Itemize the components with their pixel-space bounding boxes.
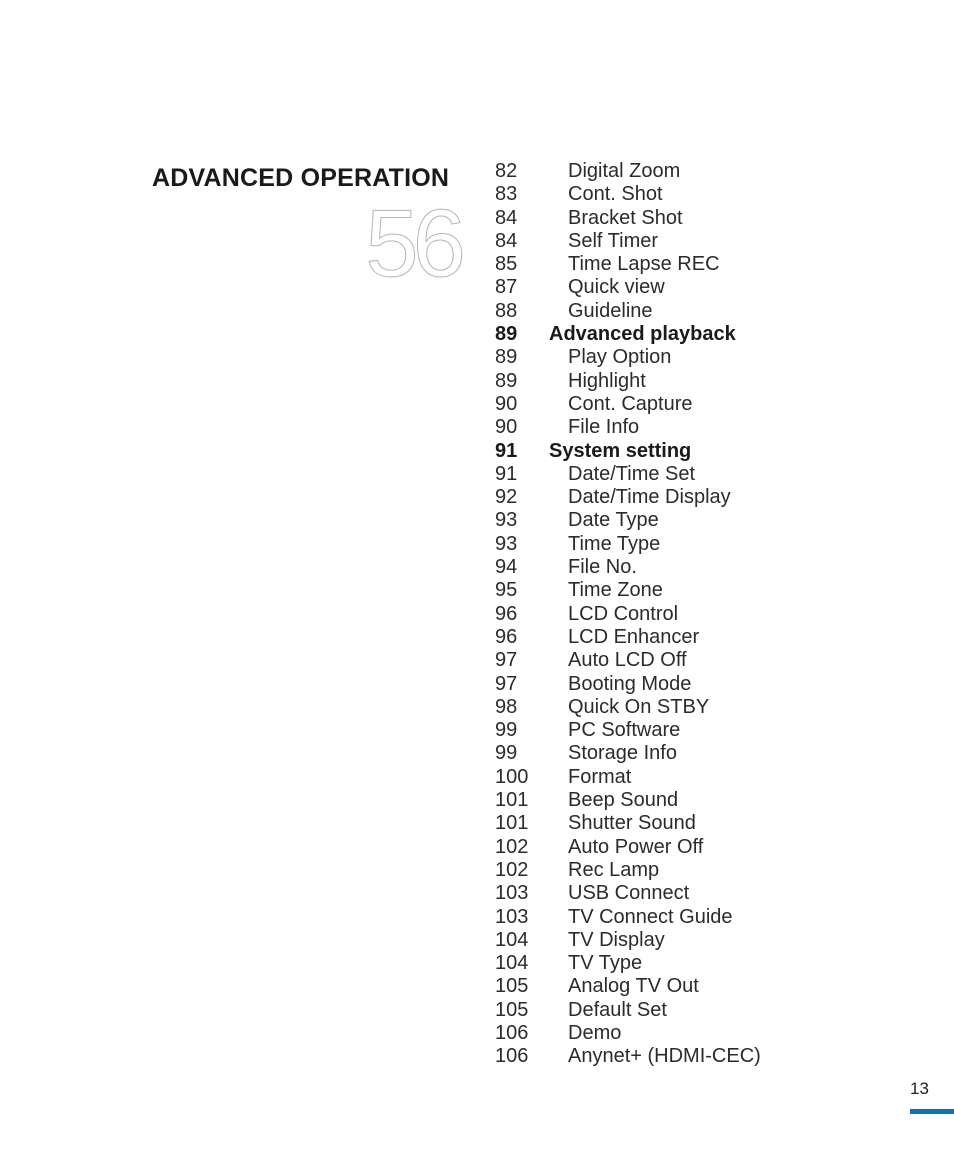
toc-entry-label: USB Connect xyxy=(568,882,690,905)
toc-section-heading: System setting xyxy=(549,439,692,462)
toc-row[interactable] xyxy=(495,742,915,765)
toc-entry-label: Digital Zoom xyxy=(568,160,681,182)
toc-row[interactable] xyxy=(495,649,915,672)
toc-page-number: 105 xyxy=(495,975,529,998)
toc-row[interactable] xyxy=(495,486,915,509)
toc-entry-label: Auto LCD Off xyxy=(568,649,687,672)
toc-row[interactable] xyxy=(495,929,915,952)
toc-page-number: 99 xyxy=(495,742,518,765)
toc-entry-label: LCD Enhancer xyxy=(568,625,700,648)
toc-page-number: 98 xyxy=(495,695,518,718)
toc-page-number: 102 xyxy=(495,835,529,858)
toc-entry-label: Beep Sound xyxy=(568,789,679,812)
toc-row[interactable] xyxy=(495,253,915,276)
toc-page-number: 83 xyxy=(495,183,518,206)
toc-entry-label: Time Type xyxy=(568,532,661,555)
toc-page-number: 101 xyxy=(495,812,529,835)
toc-row[interactable] xyxy=(495,276,915,299)
toc-row[interactable] xyxy=(495,975,915,998)
toc-page-number: 87 xyxy=(495,276,518,299)
toc-row[interactable] xyxy=(495,230,915,253)
toc-page-number: 84 xyxy=(495,229,518,252)
toc-row[interactable] xyxy=(495,533,915,556)
toc-row[interactable] xyxy=(495,603,915,626)
toc-entry-label: Self Timer xyxy=(568,229,659,252)
toc-page-number: 97 xyxy=(495,672,518,695)
toc-row[interactable] xyxy=(495,952,915,975)
section-title: ADVANCED OPERATION xyxy=(152,164,450,192)
table-of-contents xyxy=(495,160,915,1069)
toc-row[interactable] xyxy=(495,1045,915,1068)
toc-row[interactable] xyxy=(495,370,915,393)
toc-row[interactable] xyxy=(495,836,915,859)
toc-page-number: 84 xyxy=(495,206,518,229)
toc-entry-label: Date/Time Display xyxy=(568,486,731,509)
toc-row[interactable] xyxy=(495,626,915,649)
toc-row[interactable] xyxy=(495,579,915,602)
toc-heading-row[interactable] xyxy=(495,440,915,463)
toc-entry-label: LCD Control xyxy=(568,602,679,625)
toc-entry-label: Guideline xyxy=(568,299,653,322)
toc-page-number: 82 xyxy=(495,160,518,182)
toc-page-number: 100 xyxy=(495,765,529,788)
toc-row[interactable] xyxy=(495,416,915,439)
toc-page-number: 95 xyxy=(495,579,518,602)
toc-row[interactable] xyxy=(495,160,915,183)
toc-page-number: 103 xyxy=(495,905,529,928)
toc-page-number: 94 xyxy=(495,556,518,579)
toc-page-number: 103 xyxy=(495,882,529,905)
toc-page-number: 96 xyxy=(495,625,518,648)
toc-entry-label: File No. xyxy=(568,556,637,579)
toc-page-number: 105 xyxy=(495,998,529,1021)
page-number: 13 xyxy=(910,1079,929,1098)
toc-row[interactable] xyxy=(495,696,915,719)
toc-row[interactable] xyxy=(495,300,915,323)
toc-entry-label: PC Software xyxy=(568,719,681,742)
toc-row[interactable] xyxy=(495,673,915,696)
toc-row[interactable] xyxy=(495,766,915,789)
toc-heading-row[interactable] xyxy=(495,323,915,346)
toc-entry-label: Cont. Capture xyxy=(568,392,693,415)
toc-entry-label: Play Option xyxy=(568,346,672,369)
toc-page-number: 99 xyxy=(495,719,518,742)
toc-page-number: 106 xyxy=(495,1045,529,1068)
toc-entry-label: Date/Time Set xyxy=(568,462,696,485)
toc-section-heading: Advanced playback xyxy=(549,323,736,346)
toc-page-number: 90 xyxy=(495,392,518,415)
toc-row[interactable] xyxy=(495,882,915,905)
toc-page-number: 91 xyxy=(495,462,518,485)
toc-entry-label: Default Set xyxy=(568,998,667,1021)
toc-entry-label: Quick view xyxy=(568,276,665,299)
toc-entry-label: Analog TV Out xyxy=(568,975,699,998)
toc-page-number: 89 xyxy=(495,369,518,392)
toc-row[interactable] xyxy=(495,1022,915,1045)
toc-page-number: 88 xyxy=(495,299,518,322)
toc-entry-label: Booting Mode xyxy=(568,672,692,695)
toc-entry-label: Highlight xyxy=(568,369,646,392)
toc-page-number: 85 xyxy=(495,253,518,276)
toc-page-number: 93 xyxy=(495,532,518,555)
toc-row[interactable] xyxy=(495,556,915,579)
toc-entry-label: File Info xyxy=(568,416,640,439)
toc-row[interactable] xyxy=(495,463,915,486)
toc-page-number: 97 xyxy=(495,649,518,672)
toc-page-number: 89 xyxy=(495,323,518,346)
toc-row[interactable] xyxy=(495,346,915,369)
toc-row[interactable] xyxy=(495,393,915,416)
toc-entry-label: TV Type xyxy=(568,952,643,975)
toc-entry-label: Bracket Shot xyxy=(568,206,683,229)
toc-row[interactable] xyxy=(495,999,915,1022)
toc-page-number: 102 xyxy=(495,858,529,881)
toc-entry-label: Cont. Shot xyxy=(568,183,663,206)
toc-page-number: 92 xyxy=(495,486,518,509)
toc-entry-label: Quick On STBY xyxy=(568,695,710,718)
toc-entry-label: Date Type xyxy=(568,509,659,532)
toc-page-number: 96 xyxy=(495,602,518,625)
toc-row[interactable] xyxy=(495,183,915,206)
toc-entry-label: Time Zone xyxy=(568,579,663,602)
toc-row[interactable] xyxy=(495,207,915,230)
toc-row[interactable] xyxy=(495,719,915,742)
page-accent-bar xyxy=(910,1109,954,1114)
toc-row[interactable] xyxy=(495,812,915,835)
toc-page-number: 91 xyxy=(495,439,518,462)
toc-entry-label: Anynet+ (HDMI-CEC) xyxy=(568,1045,761,1068)
toc-page-number: 106 xyxy=(495,1021,529,1044)
toc-entry-label: Shutter Sound xyxy=(568,812,696,835)
toc-row[interactable] xyxy=(495,789,915,812)
toc-row[interactable] xyxy=(495,509,915,532)
toc-entry-label: Auto Power Off xyxy=(568,835,704,858)
toc-entry-label: Format xyxy=(568,765,632,788)
toc-entry-label: Demo xyxy=(568,1021,622,1044)
toc-row[interactable] xyxy=(495,906,915,929)
toc-page-number: 93 xyxy=(495,509,518,532)
toc-page-number: 90 xyxy=(495,416,518,439)
toc-entry-label: Rec Lamp xyxy=(568,858,660,881)
toc-entry-label: TV Display xyxy=(568,928,665,951)
toc-row[interactable] xyxy=(495,859,915,882)
toc-page-number: 101 xyxy=(495,789,529,812)
toc-entry-label: TV Connect Guide xyxy=(568,905,733,928)
toc-page-number: 104 xyxy=(495,952,529,975)
toc-entry-label: Storage Info xyxy=(568,742,677,765)
toc-entry-label: Time Lapse REC xyxy=(568,253,720,276)
toc-page-number: 104 xyxy=(495,928,529,951)
toc-page-number: 89 xyxy=(495,346,518,369)
section-start-page: 56 xyxy=(365,190,460,297)
